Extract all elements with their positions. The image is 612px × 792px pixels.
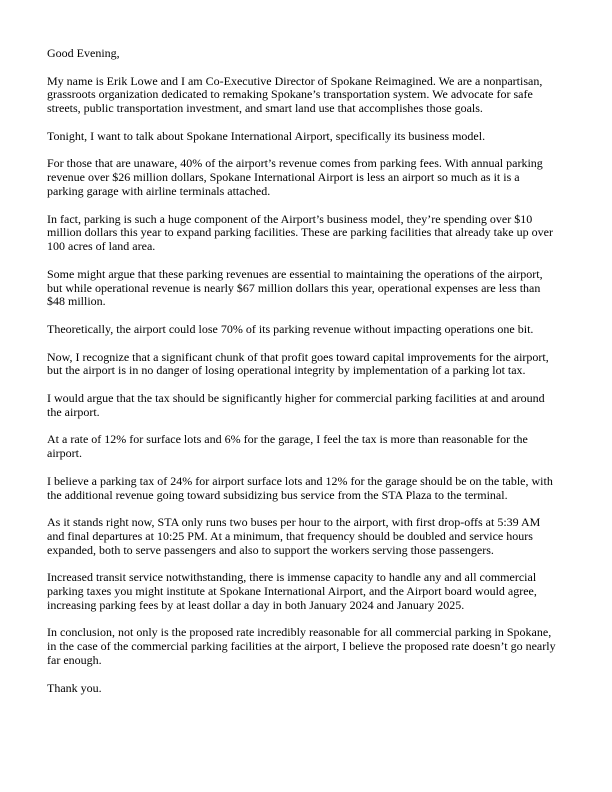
paragraph-parking-revenue: For those that are unaware, 40% of the airport’s revenue comes from parking fees. With annual parking revenue over $26 million dollars, Spokane International Airport is less an airport so much as it is a parking garage with airline terminals attached. — [47, 156, 543, 198]
paragraph-parking-expansion: In fact, parking is such a huge component of the Airport’s business model, they’re spending over $10 million dollars this year to expand parking facilities. These are parking facilities that already take up over 100 acres of land area. — [47, 211, 553, 254]
closing: Thank you. — [47, 680, 102, 695]
paragraph-capital-improvements: Now, I recognize that a significant chunk of that profit goes toward capital improvements for the airport, but the airport is in no danger of losing operational integrity by implementation of a parking lot tax. — [47, 349, 549, 378]
greeting: Good Evening, — [47, 46, 120, 60]
paragraph-operations: Some might argue that these parking revenues are essential to maintaining the operations of the airport, but while operational revenue is nearly $67 million dollars this year, operational expenses are less than $48 million. — [47, 266, 543, 309]
letter-page — [47, 47, 557, 709]
paragraph-bus-service: As it stands right now, STA only runs two buses per hour to the airport, with first drop-offs at 5:39 AM and final departures at 10:25 PM. At a minimum, that frequency should be doubled and service hours expanded, both to serve passengers and also to support the workers serving those passengers. — [47, 515, 541, 557]
paragraph-conclusion: In conclusion, not only is the proposed rate incredibly reasonable for all commercial parking in Spokane, in the case of the commercial parking facilities at the airport, I believe the proposed rate doesn’t go nearly far enough. — [47, 625, 556, 668]
paragraph-higher-tax: I would argue that the tax should be significantly higher for commercial parking facilities at and around the airport. — [47, 390, 545, 419]
paragraph-theoretical-loss: Theoretically, the airport could lose 70% of its parking revenue without impacting operations one bit. — [47, 321, 534, 336]
paragraph-introduction: My name is Erik Lowe and I am Co-Executive Director of Spokane Reimagined. We are a nonpartisan, grassroots organization dedicated to remaking Spokane’s transportation system. We advocate for safe streets, public transportation investment, and smart land use that accomplishes those goals. — [47, 73, 543, 116]
paragraph-capacity: Increased transit service notwithstanding, there is immense capacity to handle any and all commercial parking taxes you might institute at Spokane International Airport, and the Airport board would agree, increasing parking fees by at least dollar a day in both January 2024 and January 2025. — [47, 570, 537, 612]
paragraph-proposed-rate: At a rate of 12% for surface lots and 6% for the garage, I feel the tax is more than reasonable for the airport. — [47, 432, 528, 461]
paragraph-suggested-rate: I believe a parking tax of 24% for airport surface lots and 12% for the garage should be on the table, with the additional revenue going toward subsidizing bus service from the STA Plaza to the terminal. — [47, 473, 553, 502]
paragraph-topic: Tonight, I want to talk about Spokane International Airport, specifically its business model. — [47, 128, 486, 143]
